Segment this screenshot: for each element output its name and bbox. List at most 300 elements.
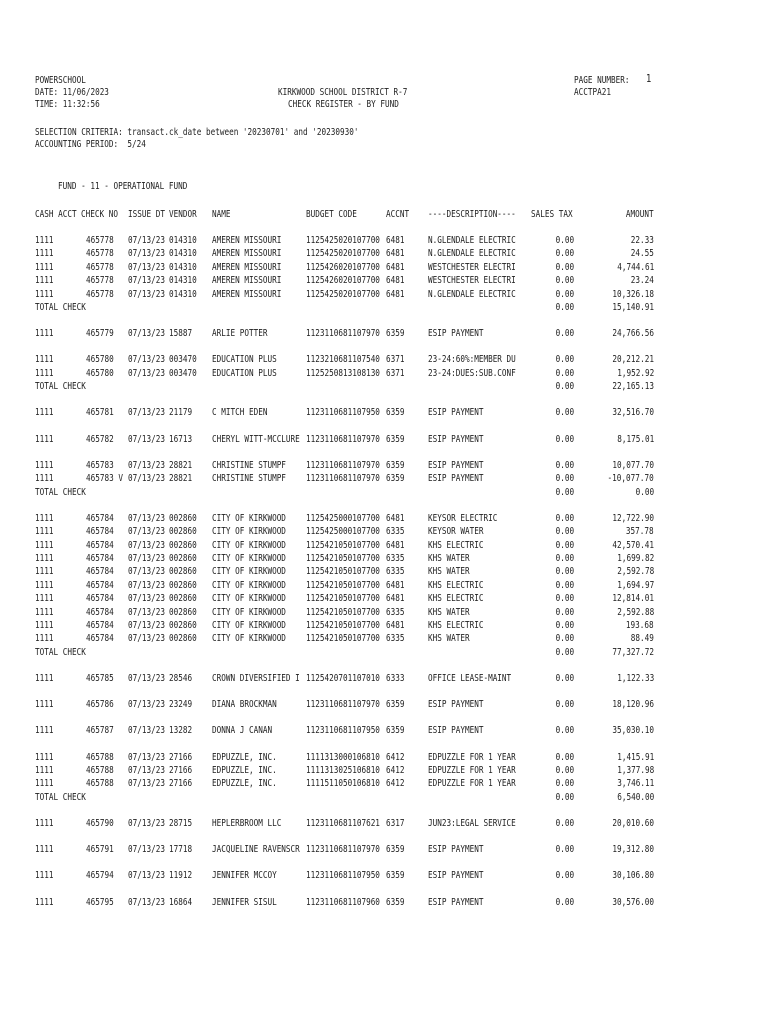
total-check-label: TOTAL CHECK <box>35 381 86 393</box>
cell-desc: KHS ELECTRIC <box>428 620 484 631</box>
cell-desc: KHS ELECTRIC <box>428 539 484 551</box>
cell-check: 465780 <box>86 354 114 366</box>
cell-name: AMEREN MISSOURI <box>212 261 282 273</box>
cell-name: JENNIFER MCCOY <box>212 870 277 882</box>
cell-check: 465778 <box>86 288 114 300</box>
cell-cash: 1111 <box>35 288 54 300</box>
cell-tax: 0.00 <box>555 699 574 711</box>
cell-tax: 0.00 <box>555 381 574 393</box>
cell-accnt: 6481 <box>386 261 405 273</box>
cell-amount: 193.68 <box>626 620 654 631</box>
cell-amount: 2,592.78 <box>617 566 654 578</box>
cell-desc: ESIP PAYMENT <box>428 459 484 471</box>
cell-accnt: 6317 <box>386 818 405 829</box>
cell-cash: 1111 <box>35 765 54 776</box>
cell-name: ARLIE POTTER <box>212 328 268 340</box>
cell-budget: 1111313000106810 <box>306 751 380 763</box>
report-code: ACCTPA21 <box>574 87 611 98</box>
cell-dt: 07/13/23 <box>128 407 165 419</box>
cell-accnt: 6481 <box>386 275 405 287</box>
cell-vendor: 13282 <box>169 725 193 737</box>
cell-tax: 0.00 <box>555 526 574 538</box>
cell-amount: 22.33 <box>630 235 654 246</box>
cell-name: AMEREN MISSOURI <box>212 275 282 287</box>
cell-dt: 07/13/23 <box>128 778 165 790</box>
cell-vendor: 17718 <box>169 844 193 856</box>
cell-amount: 24,766.56 <box>612 328 654 340</box>
cell-cash: 1111 <box>35 459 54 471</box>
cell-accnt: 6359 <box>386 433 405 445</box>
cell-tax: 0.00 <box>555 275 574 287</box>
col-budget-code: BUDGET CODE <box>306 209 357 220</box>
cell-budget: 1123110681107950 <box>306 870 380 882</box>
cell-tax: 0.00 <box>555 433 574 445</box>
cell-vendor: 002860 <box>169 633 197 645</box>
cell-vendor: 002860 <box>169 539 197 551</box>
cell-tax: 0.00 <box>555 870 574 882</box>
cell-name: CHRISTINE STUMPF <box>212 473 286 485</box>
cell-accnt: 6481 <box>386 539 405 551</box>
cell-dt: 07/13/23 <box>128 328 165 340</box>
cell-tax: 0.00 <box>555 553 574 564</box>
cell-vendor: 002860 <box>169 579 197 591</box>
cell-check: 465778 <box>86 248 114 260</box>
cell-vendor: 002860 <box>169 606 197 618</box>
col-vendor: VENDOR <box>169 209 197 220</box>
cell-budget: 1125421050107700 <box>306 633 380 645</box>
cell-budget: 1123110681107970 <box>306 328 380 340</box>
cell-tax: 0.00 <box>555 620 574 631</box>
cell-budget: 1125420701107010 <box>306 673 380 684</box>
cell-dt: 07/13/23 <box>128 235 165 246</box>
cell-vendor: 014310 <box>169 288 197 300</box>
cell-dt: 07/13/23 <box>128 275 165 287</box>
cell-desc: OFFICE LEASE-MAINT <box>428 673 512 684</box>
cell-accnt: 6481 <box>386 579 405 591</box>
cell-budget: 1125421050107700 <box>306 593 380 605</box>
cell-cash: 1111 <box>35 354 54 366</box>
cell-amount: 18,120.96 <box>612 699 654 711</box>
cell-tax: 0.00 <box>555 791 574 803</box>
cell-name: AMEREN MISSOURI <box>212 248 282 260</box>
cell-dt: 07/13/23 <box>128 248 165 260</box>
cell-dt: 07/13/23 <box>128 699 165 711</box>
cell-cash: 1111 <box>35 553 54 564</box>
cell-cash: 1111 <box>35 433 54 445</box>
fund-title: FUND - 11 - OPERATIONAL FUND <box>58 181 188 192</box>
cell-check: 465778 <box>86 235 114 246</box>
cell-cash: 1111 <box>35 620 54 631</box>
cell-dt: 07/13/23 <box>128 526 165 538</box>
cell-cash: 1111 <box>35 367 54 379</box>
cell-dt: 07/13/23 <box>128 459 165 471</box>
cell-dt: 07/13/23 <box>128 633 165 645</box>
cell-tax: 0.00 <box>555 367 574 379</box>
cell-tax: 0.00 <box>555 248 574 260</box>
cell-tax: 0.00 <box>555 302 574 313</box>
cell-budget: 1125425000107700 <box>306 512 380 524</box>
cell-check: 465784 <box>86 593 114 605</box>
cell-accnt: 6335 <box>386 526 405 538</box>
cell-name: EDPUZZLE, INC. <box>212 765 277 776</box>
cell-amount: 1,122.33 <box>617 673 654 684</box>
cell-tax: 0.00 <box>555 844 574 856</box>
cell-dt: 07/13/23 <box>128 844 165 856</box>
cell-cash: 1111 <box>35 275 54 287</box>
cell-name: CITY OF KIRKWOOD <box>212 633 286 645</box>
cell-tax: 0.00 <box>555 725 574 737</box>
cell-budget: 1125421050107700 <box>306 539 380 551</box>
cell-vendor: 11912 <box>169 870 193 882</box>
cell-desc: KHS WATER <box>428 566 470 578</box>
cell-amount: 1,694.97 <box>617 579 654 591</box>
cell-name: CITY OF KIRKWOOD <box>212 566 286 578</box>
cell-desc: ESIP PAYMENT <box>428 433 484 445</box>
cell-amount: 1,699.82 <box>617 553 654 564</box>
cell-accnt: 6481 <box>386 288 405 300</box>
cell-amount: 30,106.80 <box>612 870 654 882</box>
cell-desc: WESTCHESTER ELECTRI <box>428 261 516 273</box>
cell-vendor: 003470 <box>169 367 197 379</box>
cell-accnt: 6371 <box>386 367 405 379</box>
cell-budget: 1123210681107540 <box>306 354 380 366</box>
cell-desc: N.GLENDALE ELECTRIC <box>428 235 516 246</box>
cell-check: 465779 <box>86 328 114 340</box>
cell-tax: 0.00 <box>555 896 574 908</box>
cell-name: CITY OF KIRKWOOD <box>212 553 286 564</box>
col-description: ----DESCRIPTION---- <box>428 209 516 220</box>
cell-cash: 1111 <box>35 606 54 618</box>
cell-vendor: 28821 <box>169 473 193 485</box>
cell-tax: 0.00 <box>555 459 574 471</box>
cell-tax: 0.00 <box>555 566 574 578</box>
cell-accnt: 6335 <box>386 566 405 578</box>
cell-budget: 1125421050107700 <box>306 553 380 564</box>
cell-name: CROWN DIVERSIFIED I <box>212 673 300 684</box>
cell-name: JACQUELINE RAVENSCR <box>212 844 300 856</box>
cell-budget: 1125425020107700 <box>306 235 380 246</box>
cell-check: 465786 <box>86 699 114 711</box>
cell-amount: 10,077.70 <box>612 459 654 471</box>
cell-cash: 1111 <box>35 473 54 485</box>
cell-desc: KHS ELECTRIC <box>428 593 484 605</box>
cell-check: 465780 <box>86 367 114 379</box>
cell-check: 465784 <box>86 512 114 524</box>
cell-desc: ESIP PAYMENT <box>428 896 484 908</box>
cell-desc: KEYSOR ELECTRIC <box>428 512 498 524</box>
cell-amount: 77,327.72 <box>612 646 654 658</box>
cell-budget: 1123110681107970 <box>306 433 380 445</box>
cell-name: CITY OF KIRKWOOD <box>212 606 286 618</box>
cell-amount: 1,377.98 <box>617 765 654 776</box>
cell-accnt: 6481 <box>386 235 405 246</box>
cell-dt: 07/13/23 <box>128 433 165 445</box>
cell-desc: JUN23:LEGAL SERVICE <box>428 818 516 829</box>
selection-criteria: SELECTION CRITERIA: transact.ck_date between '20230701' and '20230930' <box>35 127 359 138</box>
total-check-label: TOTAL CHECK <box>35 791 86 803</box>
cell-vendor: 003470 <box>169 354 197 366</box>
cell-cash: 1111 <box>35 593 54 605</box>
cell-name: DIANA BROCKMAN <box>212 699 277 711</box>
cell-vendor: 014310 <box>169 261 197 273</box>
cell-dt: 07/13/23 <box>128 606 165 618</box>
cell-check: 465784 <box>86 579 114 591</box>
report-title: CHECK REGISTER - BY FUND <box>288 99 399 110</box>
cell-budget: 1125426020107700 <box>306 275 380 287</box>
cell-vendor: 002860 <box>169 566 197 578</box>
cell-check: 465794 <box>86 870 114 882</box>
cell-budget: 1123110681107970 <box>306 473 380 485</box>
cell-dt: 07/13/23 <box>128 553 165 564</box>
cell-accnt: 6359 <box>386 407 405 419</box>
cell-name: JENNIFER SISUL <box>212 896 277 908</box>
cell-cash: 1111 <box>35 778 54 790</box>
cell-dt: 07/13/23 <box>128 765 165 776</box>
cell-tax: 0.00 <box>555 512 574 524</box>
cell-dt: 07/13/23 <box>128 579 165 591</box>
cell-cash: 1111 <box>35 526 54 538</box>
cell-name: CITY OF KIRKWOOD <box>212 526 286 538</box>
cell-amount: 23.24 <box>630 275 654 287</box>
cell-amount: 30,576.00 <box>612 896 654 908</box>
cell-check: 465784 <box>86 526 114 538</box>
cell-accnt: 6335 <box>386 606 405 618</box>
cell-check: 465787 <box>86 725 114 737</box>
cell-tax: 0.00 <box>555 673 574 684</box>
cell-cash: 1111 <box>35 818 54 829</box>
cell-accnt: 6481 <box>386 593 405 605</box>
cell-name: EDPUZZLE, INC. <box>212 751 277 763</box>
cell-accnt: 6359 <box>386 725 405 737</box>
cell-vendor: 28546 <box>169 673 193 684</box>
cell-check: 465784 <box>86 633 114 645</box>
cell-amount: 42,570.41 <box>612 539 654 551</box>
cell-budget: 1123110681107970 <box>306 699 380 711</box>
cell-budget: 1123110681107950 <box>306 407 380 419</box>
cell-budget: 1125421050107700 <box>306 566 380 578</box>
app-name: POWERSCHOOL <box>35 75 86 86</box>
cell-check: 465795 <box>86 896 114 908</box>
cell-dt: 07/13/23 <box>128 673 165 684</box>
cell-check: 465783 <box>86 459 114 471</box>
cell-desc: KHS WATER <box>428 553 470 564</box>
report-time: TIME: 11:32:56 <box>35 99 100 110</box>
cell-cash: 1111 <box>35 896 54 908</box>
cell-name: CITY OF KIRKWOOD <box>212 593 286 605</box>
col-check-no: CHECK NO <box>81 209 118 220</box>
cell-tax: 0.00 <box>555 633 574 645</box>
cell-vendor: 23249 <box>169 699 193 711</box>
cell-amount: -10,077.70 <box>607 473 654 485</box>
cell-desc: KHS WATER <box>428 606 470 618</box>
cell-dt: 07/13/23 <box>128 261 165 273</box>
cell-desc: KHS ELECTRIC <box>428 579 484 591</box>
cell-tax: 0.00 <box>555 539 574 551</box>
col-issue-dt: ISSUE DT <box>128 209 165 220</box>
cell-amount: 4,744.61 <box>617 261 654 273</box>
cell-amount: 32,516.70 <box>612 407 654 419</box>
cell-check: 465783 V <box>86 473 123 485</box>
cell-cash: 1111 <box>35 751 54 763</box>
cell-cash: 1111 <box>35 512 54 524</box>
cell-vendor: 014310 <box>169 275 197 287</box>
cell-vendor: 002860 <box>169 593 197 605</box>
cell-amount: 357.78 <box>626 526 654 538</box>
col-amount: AMOUNT <box>626 209 654 220</box>
cell-accnt: 6412 <box>386 778 405 790</box>
cell-vendor: 014310 <box>169 248 197 260</box>
cell-dt: 07/13/23 <box>128 593 165 605</box>
cell-accnt: 6412 <box>386 751 405 763</box>
cell-accnt: 6359 <box>386 328 405 340</box>
cell-tax: 0.00 <box>555 646 574 658</box>
cell-name: AMEREN MISSOURI <box>212 235 282 246</box>
cell-amount: 12,814.01 <box>612 593 654 605</box>
cell-tax: 0.00 <box>555 765 574 776</box>
cell-budget: 1123110681107970 <box>306 844 380 856</box>
cell-check: 465781 <box>86 407 114 419</box>
cell-cash: 1111 <box>35 539 54 551</box>
cell-desc: EDPUZZLE FOR 1 YEAR <box>428 778 516 790</box>
cell-check: 465791 <box>86 844 114 856</box>
cell-desc: ESIP PAYMENT <box>428 328 484 340</box>
cell-vendor: 27166 <box>169 751 193 763</box>
cell-desc: N.GLENDALE ELECTRIC <box>428 248 516 260</box>
cell-vendor: 002860 <box>169 553 197 564</box>
cell-tax: 0.00 <box>555 593 574 605</box>
cell-budget: 1123110681107950 <box>306 725 380 737</box>
cell-accnt: 6333 <box>386 673 405 684</box>
cell-name: EDUCATION PLUS <box>212 354 277 366</box>
cell-tax: 0.00 <box>555 354 574 366</box>
total-check-label: TOTAL CHECK <box>35 302 86 313</box>
cell-budget: 1123110681107621 <box>306 818 380 829</box>
cell-amount: 1,415.91 <box>617 751 654 763</box>
cell-dt: 07/13/23 <box>128 288 165 300</box>
cell-accnt: 6359 <box>386 699 405 711</box>
cell-check: 465784 <box>86 553 114 564</box>
cell-desc: KHS WATER <box>428 633 470 645</box>
cell-cash: 1111 <box>35 870 54 882</box>
cell-tax: 0.00 <box>555 486 574 498</box>
cell-check: 465788 <box>86 778 114 790</box>
cell-tax: 0.00 <box>555 261 574 273</box>
cell-cash: 1111 <box>35 725 54 737</box>
cell-tax: 0.00 <box>555 328 574 340</box>
cell-vendor: 16864 <box>169 896 193 908</box>
district-name: KIRKWOOD SCHOOL DISTRICT R-7 <box>278 87 408 98</box>
cell-desc: WESTCHESTER ELECTRI <box>428 275 516 287</box>
cell-budget: 1125250813108130 <box>306 367 380 379</box>
cell-budget: 1125421050107700 <box>306 606 380 618</box>
cell-dt: 07/13/23 <box>128 870 165 882</box>
cell-amount: 20,010.60 <box>612 818 654 829</box>
cell-tax: 0.00 <box>555 751 574 763</box>
report-date: DATE: 11/06/2023 <box>35 87 109 98</box>
cell-accnt: 6371 <box>386 354 405 366</box>
cell-accnt: 6359 <box>386 870 405 882</box>
cell-check: 465790 <box>86 818 114 829</box>
cell-budget: 1123110681107970 <box>306 459 380 471</box>
cell-budget: 1111313025106810 <box>306 765 380 776</box>
cell-name: HEPLERBROOM LLC <box>212 818 282 829</box>
accounting-period: ACCOUNTING PERIOD: 5/24 <box>35 139 146 150</box>
cell-desc: ESIP PAYMENT <box>428 699 484 711</box>
col-name: NAME <box>212 209 231 220</box>
cell-cash: 1111 <box>35 235 54 246</box>
cell-name: AMEREN MISSOURI <box>212 288 282 300</box>
cell-accnt: 6359 <box>386 896 405 908</box>
col-sales-tax: SALES TAX <box>531 209 573 220</box>
cell-check: 465782 <box>86 433 114 445</box>
cell-tax: 0.00 <box>555 235 574 246</box>
cell-dt: 07/13/23 <box>128 620 165 631</box>
cell-vendor: 15887 <box>169 328 193 340</box>
cell-cash: 1111 <box>35 328 54 340</box>
cell-cash: 1111 <box>35 673 54 684</box>
cell-name: CITY OF KIRKWOOD <box>212 512 286 524</box>
cell-vendor: 27166 <box>169 765 193 776</box>
cell-desc: ESIP PAYMENT <box>428 725 484 737</box>
cell-tax: 0.00 <box>555 473 574 485</box>
cell-vendor: 21179 <box>169 407 193 419</box>
cell-vendor: 002860 <box>169 512 197 524</box>
cell-check: 465778 <box>86 275 114 287</box>
cell-budget: 1125425020107700 <box>306 248 380 260</box>
cell-amount: 22,165.13 <box>612 381 654 393</box>
cell-tax: 0.00 <box>555 818 574 829</box>
cell-name: EDUCATION PLUS <box>212 367 277 379</box>
cell-amount: 12,722.90 <box>612 512 654 524</box>
cell-dt: 07/13/23 <box>128 725 165 737</box>
cell-tax: 0.00 <box>555 288 574 300</box>
cell-tax: 0.00 <box>555 606 574 618</box>
cell-tax: 0.00 <box>555 579 574 591</box>
cell-budget: 1111511050106810 <box>306 778 380 790</box>
cell-accnt: 6359 <box>386 844 405 856</box>
cell-amount: 2,592.88 <box>617 606 654 618</box>
cell-amount: 19,312.80 <box>612 844 654 856</box>
cell-accnt: 6359 <box>386 459 405 471</box>
cell-budget: 1125421050107700 <box>306 620 380 631</box>
cell-amount: 20,212.21 <box>612 354 654 366</box>
cell-dt: 07/13/23 <box>128 512 165 524</box>
cell-dt: 07/13/23 <box>128 367 165 379</box>
cell-accnt: 6335 <box>386 553 405 564</box>
cell-check: 465784 <box>86 606 114 618</box>
cell-amount: 24.55 <box>630 248 654 260</box>
cell-vendor: 28821 <box>169 459 193 471</box>
cell-name: DONNA J CANAN <box>212 725 273 737</box>
cell-amount: 10,326.18 <box>612 288 654 300</box>
cell-check: 465788 <box>86 765 114 776</box>
cell-amount: 1,952.92 <box>617 367 654 379</box>
cell-name: EDPUZZLE, INC. <box>212 778 277 790</box>
cell-check: 465778 <box>86 261 114 273</box>
cell-cash: 1111 <box>35 844 54 856</box>
cell-desc: KEYSOR WATER <box>428 526 484 538</box>
cell-cash: 1111 <box>35 633 54 645</box>
cell-accnt: 6412 <box>386 765 405 776</box>
cell-check: 465784 <box>86 539 114 551</box>
cell-budget: 1125425020107700 <box>306 288 380 300</box>
cell-desc: ESIP PAYMENT <box>428 870 484 882</box>
cell-amount: 8,175.01 <box>617 433 654 445</box>
total-check-label: TOTAL CHECK <box>35 486 86 498</box>
cell-cash: 1111 <box>35 261 54 273</box>
cell-dt: 07/13/23 <box>128 566 165 578</box>
cell-vendor: 27166 <box>169 778 193 790</box>
